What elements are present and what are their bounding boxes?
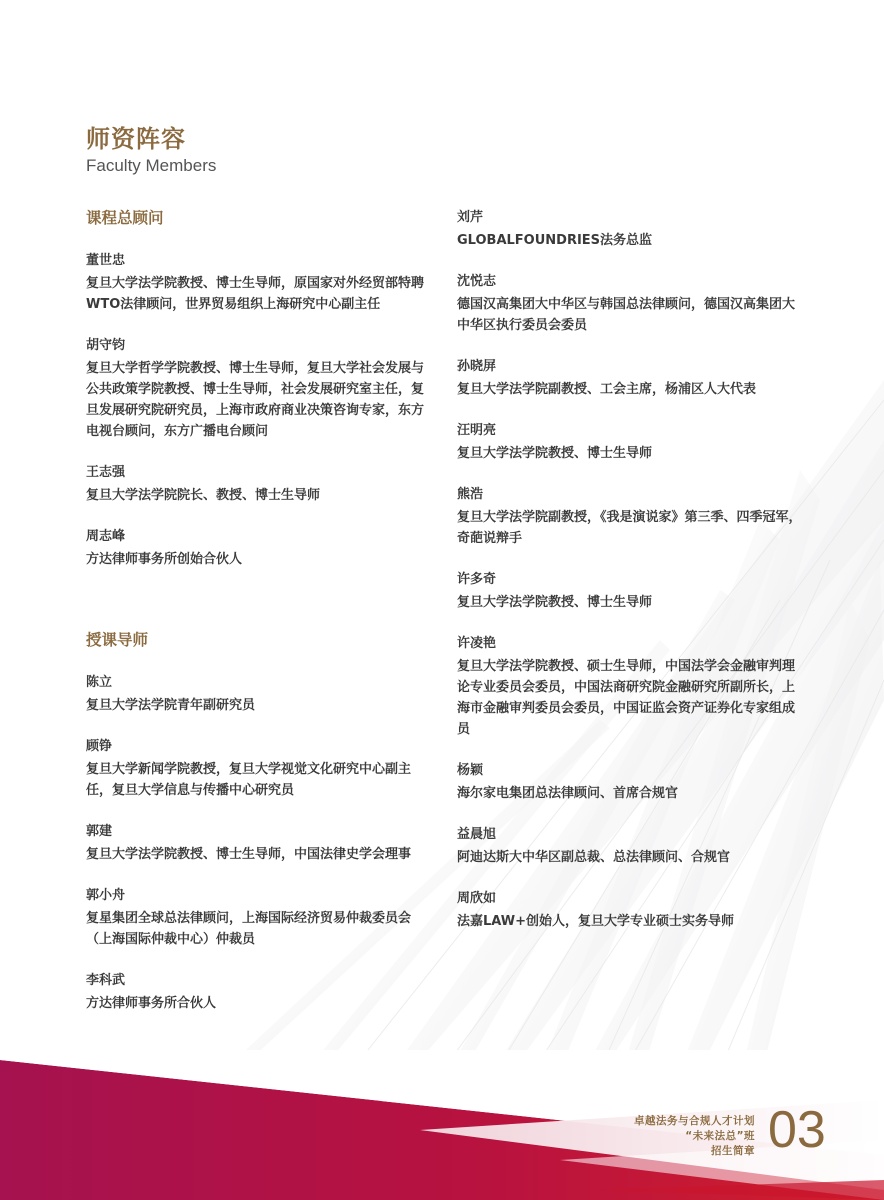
faculty-description: GLOBALFOUNDRIES法务总监	[457, 233, 653, 248]
faculty-name: 陈立	[86, 675, 113, 690]
faculty-entry	[457, 420, 802, 464]
faculty-name: 郭建	[86, 824, 113, 839]
faculty-entry	[86, 736, 431, 801]
faculty-description: 复旦大学法学院教授、博士生导师	[457, 446, 653, 461]
faculty-entry	[457, 207, 802, 251]
faculty-entry	[86, 462, 431, 506]
faculty-name: 周志峰	[86, 529, 126, 544]
faculty-name: 益晨旭	[457, 827, 497, 842]
faculty-name: 许多奇	[457, 572, 497, 587]
faculty-description: 方达律师事务所创始合伙人	[86, 552, 243, 567]
faculty-description: 复旦大学法学院教授、博士生导师，中国法律史学会理事	[86, 847, 412, 862]
faculty-description: 复星集团全球总法律顾问，上海国际经济贸易仲裁委员会（上海国际仲裁中心）仲裁员	[86, 911, 412, 947]
faculty-name: 杨颖	[457, 763, 484, 778]
faculty-name: 熊浩	[457, 487, 484, 502]
faculty-name: 沈悦志	[457, 274, 497, 289]
footer-line-brochure: 招生简章	[711, 1145, 755, 1157]
page-title: 师资阵容	[86, 125, 186, 153]
faculty-name: 周欣如	[457, 891, 497, 906]
faculty-entry	[457, 760, 802, 804]
section-spacer	[86, 590, 431, 629]
faculty-entry	[457, 484, 802, 549]
footer-program-title	[634, 1114, 755, 1159]
faculty-description: 复旦大学法学院院长、教授、博士生导师	[86, 488, 321, 503]
faculty-name: 顾铮	[86, 739, 113, 754]
faculty-entry	[86, 526, 431, 570]
faculty-entry	[457, 569, 802, 613]
faculty-entry	[457, 271, 802, 336]
faculty-description: 复旦大学法学院青年副研究员	[86, 698, 256, 713]
faculty-name: 董世忠	[86, 253, 126, 268]
faculty-description: 复旦大学新闻学院教授，复旦大学视觉文化研究中心副主任，复旦大学信息与传播中心研究员	[86, 762, 412, 798]
faculty-entry	[86, 821, 431, 865]
faculty-entry	[86, 970, 431, 1014]
faculty-description: 复旦大学法学院教授、博士生导师	[457, 595, 653, 610]
faculty-entry	[86, 885, 431, 950]
faculty-name: 刘芹	[457, 210, 484, 225]
page-subtitle: Faculty Members	[86, 156, 217, 175]
right-column	[457, 207, 802, 952]
faculty-entry	[86, 335, 431, 442]
faculty-description: 复旦大学法学院副教授、工会主席，杨浦区人大代表	[457, 382, 757, 397]
faculty-name: 汪明亮	[457, 423, 497, 438]
faculty-entry	[457, 633, 802, 740]
faculty-description: 法嘉LAW+创始人，复旦大学专业硕士实务导师	[457, 914, 734, 929]
faculty-entry	[457, 888, 802, 932]
faculty-description: 阿迪达斯大中华区副总裁、总法律顾问、合规官	[457, 850, 731, 865]
faculty-description: 海尔家电集团总法律顾问、首席合规官	[457, 786, 679, 801]
faculty-description: 复旦大学法学院教授、硕士生导师，中国法学会金融审判理论专业委员会委员，中国法商研究院金融研究所副所长，上海市金融审判委员会委员，中国证监会资产证券化专家组成员	[457, 659, 796, 737]
footer-line-class: “未来法总”班	[685, 1130, 755, 1142]
faculty-name: 许凌艳	[457, 636, 497, 651]
faculty-description: 复旦大学法学院教授、博士生导师，原国家对外经贸部特聘WTO法律顾问，世界贸易组织上海研究中心副主任	[86, 276, 425, 312]
footer-line-program: 卓越法务与合规人才计划	[634, 1115, 755, 1127]
faculty-name: 李科武	[86, 973, 126, 988]
faculty-entry	[457, 824, 802, 868]
faculty-name: 郭小舟	[86, 888, 126, 903]
faculty-entry	[86, 250, 431, 315]
faculty-name: 孙晓屏	[457, 359, 497, 374]
left-column	[86, 207, 431, 1034]
section-heading-instructors: 授课导师	[86, 631, 149, 649]
faculty-entry	[86, 672, 431, 716]
faculty-description: 复旦大学法学院副教授，《我是演说家》第三季、四季冠军，奇葩说辩手	[457, 510, 802, 546]
faculty-description: 方达律师事务所合伙人	[86, 996, 217, 1011]
section-heading-advisors: 课程总顾问	[86, 209, 164, 227]
page-number: 03	[768, 1101, 826, 1159]
faculty-description: 德国汉高集团大中华区与韩国总法律顾问，德国汉高集团大中华区执行委员会委员	[457, 297, 796, 333]
faculty-name: 王志强	[86, 465, 126, 480]
faculty-name: 胡守钧	[86, 338, 126, 353]
faculty-description: 复旦大学哲学学院教授、博士生导师，复旦大学社会发展与公共政策学院教授、博士生导师，社会发展研究室主任，复旦发展研究院研究员，上海市政府商业决策咨询专家，东方电视台顾问，东方广播电台顾问	[86, 361, 425, 439]
faculty-entry	[457, 356, 802, 400]
